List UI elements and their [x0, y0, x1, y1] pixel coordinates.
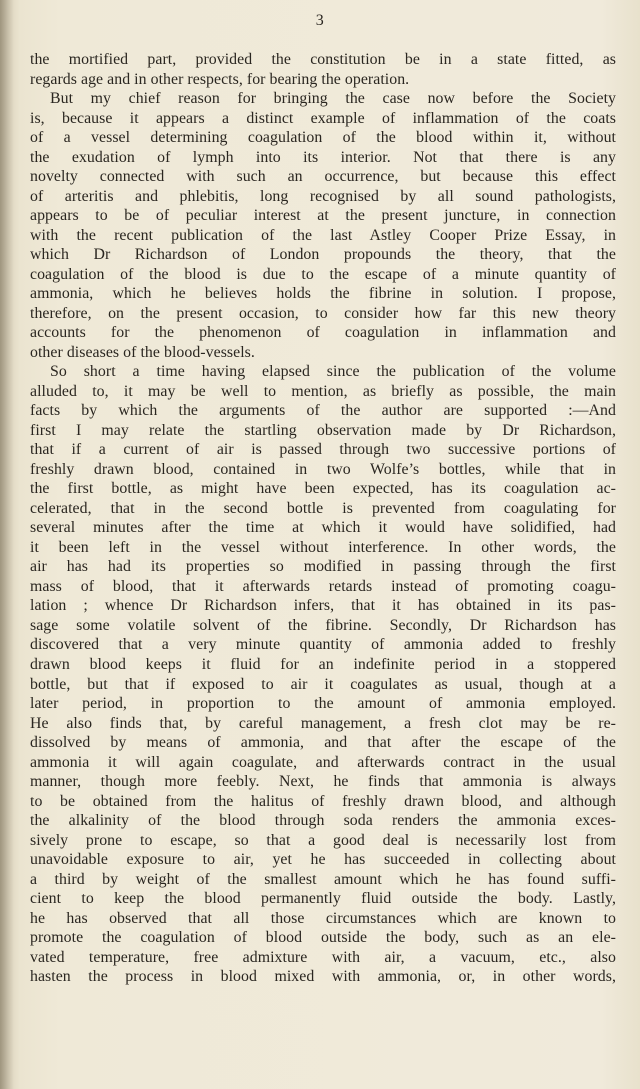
binding-shadow — [0, 0, 14, 1089]
text-line: a third by weight of the smallest amount which he has found suffi- — [30, 870, 616, 888]
text-line: is, because it appears a distinct example of inflammation of the coats — [30, 109, 616, 127]
text-line: cient to keep the blood permanently fluid outside the body. Lastly, — [30, 890, 616, 908]
text-line: sage some volatile solvent of the fibrine. Secondly, Dr Richardson has — [30, 616, 616, 634]
text-line: air has had its properties so modified in passing through the first — [30, 558, 616, 576]
text-line: other diseases of the blood-vessels. — [30, 343, 255, 361]
text-line: first I may relate the startling observation made by Dr Richardson, — [30, 421, 616, 439]
text-line: it been left in the vessel without interference. In other words, the — [30, 538, 616, 556]
text-line: bottle, but that if exposed to air it coagulates as usual, though at a — [30, 675, 616, 693]
text-line: He also finds that, by careful management, a fresh clot may be re- — [30, 714, 616, 732]
text-line: hasten the process in blood mixed with ammonia, or, in other words, — [30, 968, 616, 986]
text-line: manner, though more feebly. Next, he finds that ammonia is always — [30, 773, 616, 791]
text-line: the first bottle, as might have been expected, has its coagulation ac- — [30, 480, 616, 498]
text-line: regards age and in other respects, for bearing the operation. — [30, 70, 410, 88]
text-line: ammonia it will again coagulate, and afterwards contract in the usual — [30, 753, 616, 771]
text-line: discovered that a very minute quantity of ammonia added to freshly — [30, 636, 616, 654]
text-line: dissolved by means of ammonia, and that after the escape of the — [30, 734, 616, 752]
text-line: freshly drawn blood, contained in two Wolfe’s bottles, while that in — [30, 460, 616, 478]
text-line: novelty connected with such an occurrence, but because this effect — [30, 168, 616, 186]
text-line: coagulation of the blood is due to the escape of a minute quantity of — [30, 265, 616, 283]
text-line: ammonia, which he believes holds the fibrine in solution. I propose, — [30, 285, 616, 303]
text-line: several minutes after the time at which it would have solidified, had — [30, 519, 616, 537]
text-line: to be obtained from the halitus of freshly drawn blood, and although — [30, 792, 616, 810]
text-line: later period, in proportion to the amount of ammonia employed. — [30, 695, 616, 713]
text-line: of a vessel determining coagulation of the blood within it, without — [30, 129, 616, 147]
text-line: he has observed that all those circumstances which are known to — [30, 909, 616, 927]
text-line: facts by which the arguments of the author are supported :—And — [30, 402, 616, 420]
text-line: accounts for the phenomenon of coagulation in inflammation and — [30, 324, 616, 342]
text-line: So short a time having elapsed since the publication of the volume — [50, 363, 616, 381]
text-line: with the recent publication of the last Astley Cooper Prize Essay, in — [30, 226, 616, 244]
text-line: But my chief reason for bringing the case now before the Society — [50, 90, 616, 108]
text-line: unavoidable exposure to air, yet he has succeeded in collecting about — [30, 851, 616, 869]
text-line: that if a current of air is passed through two successive portions of — [30, 441, 616, 459]
text-line: lation ; whence Dr Richardson infers, that it has obtained in its pas- — [30, 597, 616, 615]
text-line: the exudation of lymph into its interior. Not that there is any — [30, 148, 616, 166]
text-line: mass of blood, that it afterwards retards instead of promoting coagu- — [30, 577, 616, 595]
text-line: which Dr Richardson of London propounds the theory, that the — [30, 246, 616, 264]
text-line: drawn blood keeps it fluid for an indefinite period in a stoppered — [30, 655, 616, 673]
page-number: 3 — [315, 12, 325, 29]
text-line: the mortified part, provided the constitution be in a state fitted, as — [30, 51, 616, 68]
text-line: therefore, on the present occasion, to consider how far this new theory — [30, 304, 616, 322]
text-line: promote the coagulation of blood outside the body, such as an ele- — [30, 929, 616, 947]
text-line: sively prone to escape, so that a good deal is necessarily lost from — [30, 831, 616, 849]
text-line: appears to be of peculiar interest at the present juncture, in connection — [30, 207, 616, 225]
body-text — [30, 50, 616, 987]
text-line: of arteritis and phlebitis, long recognised by all sound pathologists, — [30, 187, 616, 205]
text-line: vated temperature, free admixture with air, a vacuum, etc., also — [30, 948, 616, 966]
text-line: the alkalinity of the blood through soda renders the ammonia exces- — [30, 812, 616, 830]
text-line: alluded to, it may be well to mention, as briefly as possible, the main — [30, 382, 616, 400]
text-line: celerated, that in the second bottle is prevented from coagulating for — [30, 499, 616, 517]
